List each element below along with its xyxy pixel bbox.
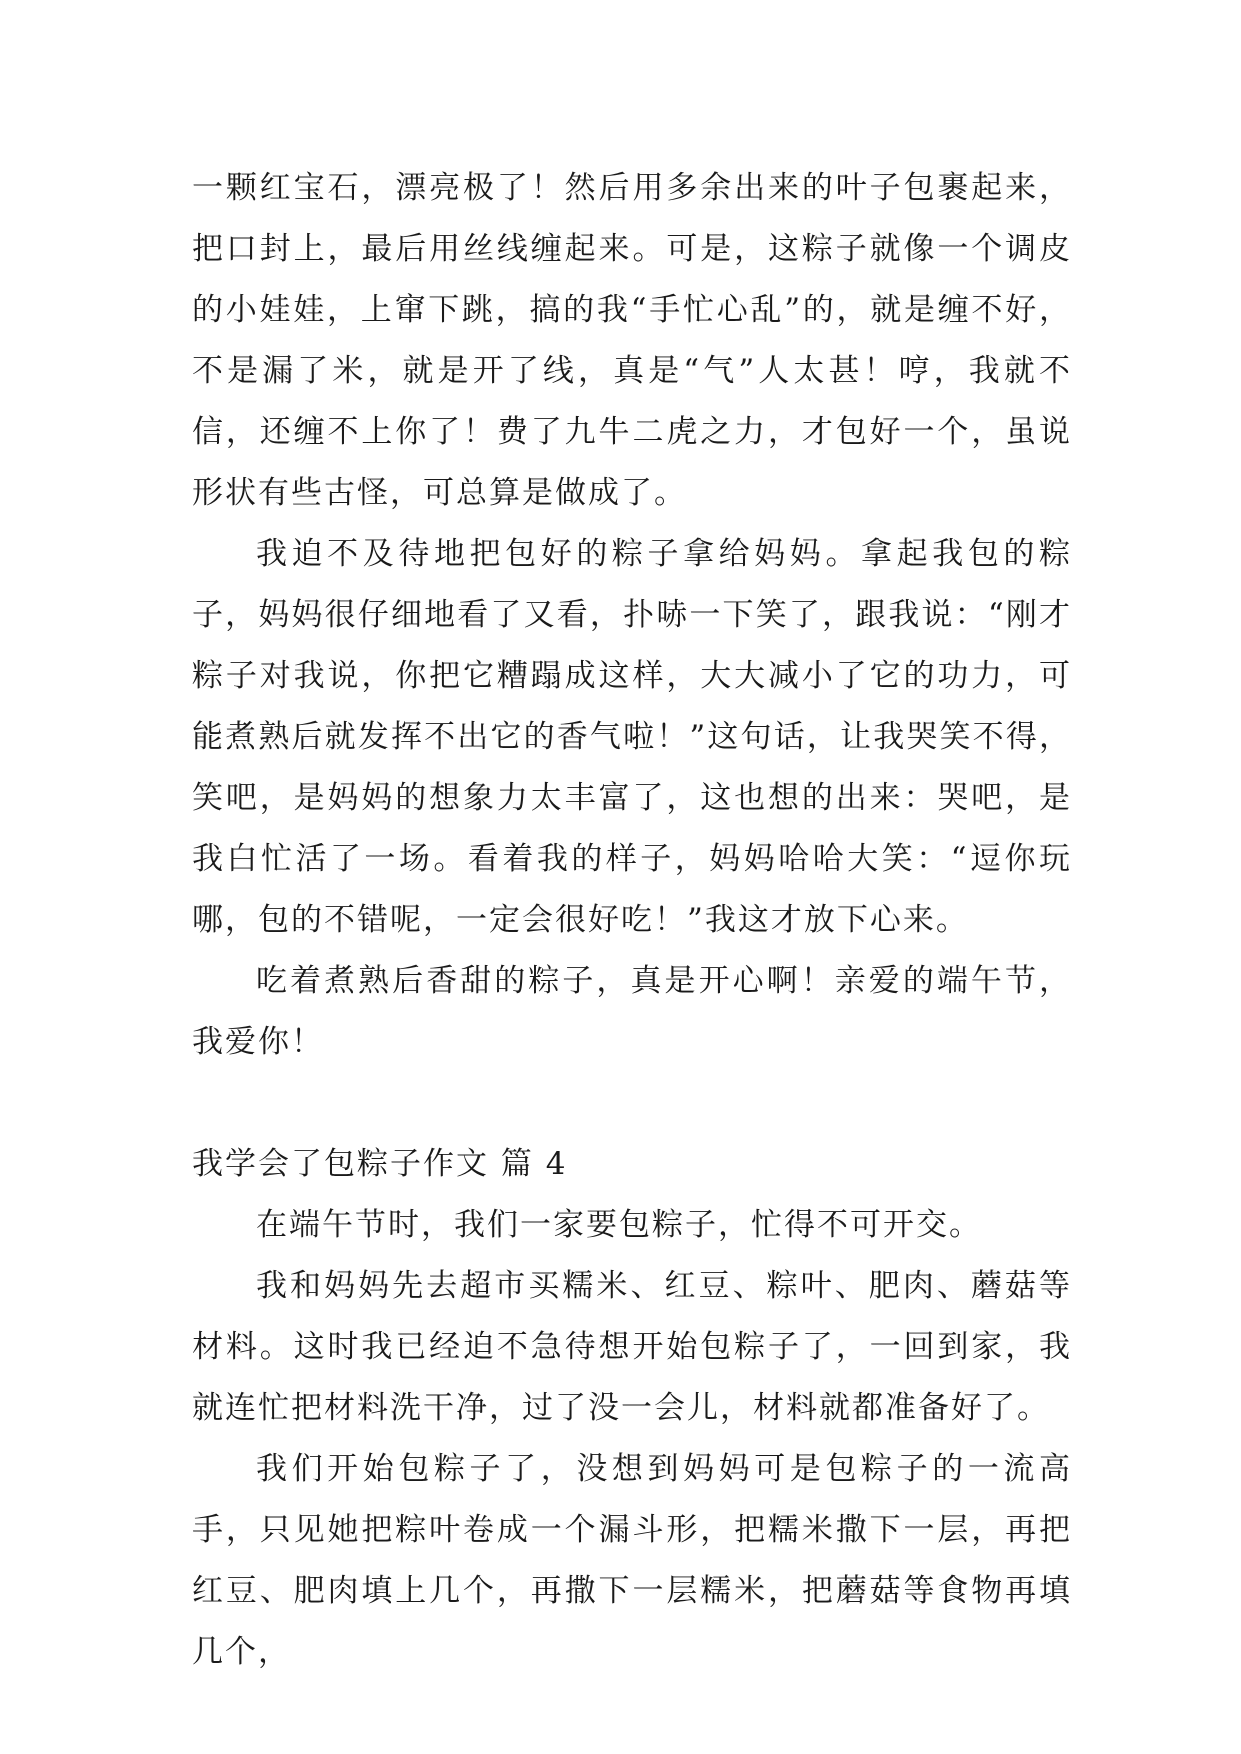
paragraph-4: 在端午节时，我们一家要包粽子，忙得不可开交。: [256, 1207, 982, 1243]
document-body: [192, 158, 1072, 1683]
paragraph-2: 我迫不及待地把包好的粽子拿给妈妈。拿起我包的粽子，妈妈很仔细地看了又看，扑哧一下笑了，跟我说：“刚才粽子对我说，你把它糟蹋成这样，大大减小了它的功力，可能煮熟后就发挥不出它的香气啦！”这句话，让我哭笑不得，笑吧，是妈妈的想象力太丰富了，这也想的出来：哭吧，是我白忙活了一场。看着我的样子，妈妈哈哈大笑：“逗你玩哪，包的不错呢，一定会很好吃！”我这才放下心来。: [192, 536, 1072, 938]
paragraph-3: 吃着煮熟后香甜的粽子，真是开心啊！亲爱的端午节，我爱你！: [192, 963, 1072, 1060]
section-heading: 我学会了包粽子作文 篇 4: [192, 1146, 568, 1182]
paragraph-1: 一颗红宝石，漂亮极了！然后用多余出来的叶子包裹起来，把口封上，最后用丝线缠起来。可是，这粽子就像一个调皮的小娃娃，上窜下跳，搞的我“手忙心乱”的，就是缠不好，不是漏了米，就是开了线，真是“气”人太甚！哼，我就不信，还缠不上你了！费了九牛二虎之力，才包好一个，虽说形状有些古怪，可总算是做成了。: [192, 170, 1072, 511]
paragraph-6: 我们开始包粽子了，没想到妈妈可是包粽子的一流高手，只见她把粽叶卷成一个漏斗形，把糯米撒下一层，再把红豆、肥肉填上几个，再撒下一层糯米，把蘑菇等食物再填几个，: [192, 1451, 1072, 1670]
section-spacer: [192, 1073, 1072, 1134]
paragraph-5: 我和妈妈先去超市买糯米、红豆、粽叶、肥肉、蘑菇等材料。这时我已经迫不急待想开始包粽子了，一回到家，我就连忙把材料洗干净，过了没一会儿，材料就都准备好了。: [192, 1268, 1072, 1426]
